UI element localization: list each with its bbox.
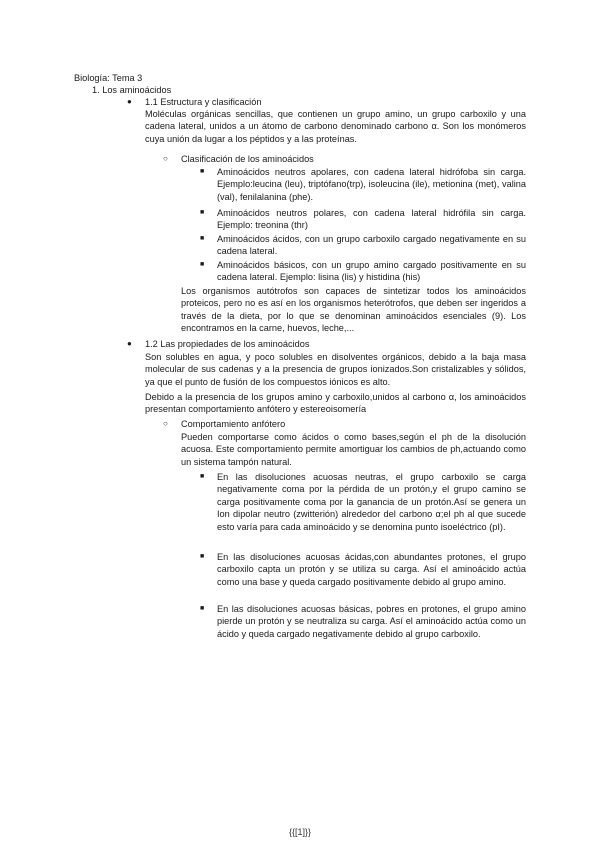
bullet-circle: ○	[163, 154, 168, 163]
document-title: Biología: Tema 3	[74, 73, 143, 83]
subsection-heading-1-1: 1.1 Estructura y clasificación	[145, 97, 262, 107]
list-item: En las disoluciones acuosas básicas, pobres en protones, el grupo amino pierde un protón y se neutraliza su carga. Así el aminoácido actúa como un ácido y queda cargado negativamente debido al grupo carboxilo.	[217, 604, 526, 639]
bullet-circle: ○	[163, 419, 168, 428]
subsection-heading-1-2: 1.2 Las propiedades de los aminoácidos	[145, 339, 310, 349]
page-footer: {{[1]}}	[288, 827, 312, 837]
list-item: Aminoácidos neutros polares, con cadena lateral hidrófila sin carga. Ejemplo: treonina (thr)	[217, 208, 526, 231]
bullet-square: ■	[200, 605, 205, 612]
paragraph-solubility: Son solubles en agua, y poco solubles en disolventes orgánicos, debido a la baja masa molecular de sus cadenas y a la presencia de grupos ionizados.Son cristalizables y sólidos, ya que el punto de fusión de los compuestos iónicos es alto.	[145, 352, 526, 387]
paragraph-essential-amino-acids: Los organismos autótrofos son capaces de sintetizar todos los aminoácidos proteicos, pero no es así en los organismos heterótrofos, que deben ser ingeridos a través de la dieta, por lo que se denominan aminoácidos esenciales (9). Los encontramos en la carne, huevos, leche,...	[181, 286, 526, 334]
list-item: En las disoluciones acuosas ácidas,con abundantes protones, el grupo carboxilo capta un protón y se utiliza su carga. Así el aminoácido actúa como una base y queda cargado positivamente debido al grupo amino.	[217, 552, 526, 587]
amphoteric-heading: Comportamiento anfótero	[181, 419, 286, 429]
list-item: En las disoluciones acuosas neutras, el grupo carboxilo se carga negativamente coma por la pérdida de un protón,y el grupo camino se carga positivamente coma por la ganancia de un protón.Así se genera un Ion dipolar neutro (zwitterión) alrededor del carbono α;el ph al que sucede esto varía para cada aminoácido y se denomina punto isoeléctrico (pI).	[217, 472, 526, 532]
bullet-dot: ●	[127, 97, 132, 106]
section-heading-1: 1. Los aminoácidos	[92, 85, 172, 95]
paragraph-amphoteric: Debido a la presencia de los grupos amino y carboxilo,unidos al carbono α, los aminoácidos presentan comportamiento anfótero y estereoisomería	[145, 392, 526, 415]
paragraph-amphoteric-behavior: Pueden comportarse como ácidos o como bases,según el ph de la disolución acuosa. Este comportamiento permite amortiguar los cambios de ph,actuando como un sistema tampón natural.	[181, 432, 526, 467]
bullet-square: ■	[200, 473, 205, 480]
classification-heading: Clasificación de los aminoácidos	[181, 154, 314, 164]
paragraph-definition: Moléculas orgánicas sencillas, que contienen un grupo amino, un grupo carboxilo y una cadena lateral, unidos a un átomo de carbono denominado carbono α. Son los monómeros cuya unión da lugar a los péptidos y a las proteínas.	[145, 109, 526, 144]
bullet-square: ■	[200, 209, 205, 216]
bullet-square: ■	[200, 261, 205, 268]
bullet-dot: ●	[127, 339, 132, 348]
list-item: Aminoácidos ácidos, con un grupo carboxilo cargado negativamente en su cadena lateral.	[217, 234, 526, 257]
bullet-square: ■	[200, 553, 205, 560]
bullet-square: ■	[200, 168, 205, 175]
list-item: Aminoácidos básicos, con un grupo amino cargado positivamente en su cadena lateral. Ejemplo: lisina (lis) y histidina (his)	[217, 260, 526, 283]
bullet-square: ■	[200, 235, 205, 242]
list-item: Aminoácidos neutros apolares, con cadena lateral hidrófoba sin carga. Ejemplo:leucina (leu), triptófano(trp), isoleucina (ile), metionina (met), valina (val), fenilalanina (phe).	[217, 167, 526, 202]
